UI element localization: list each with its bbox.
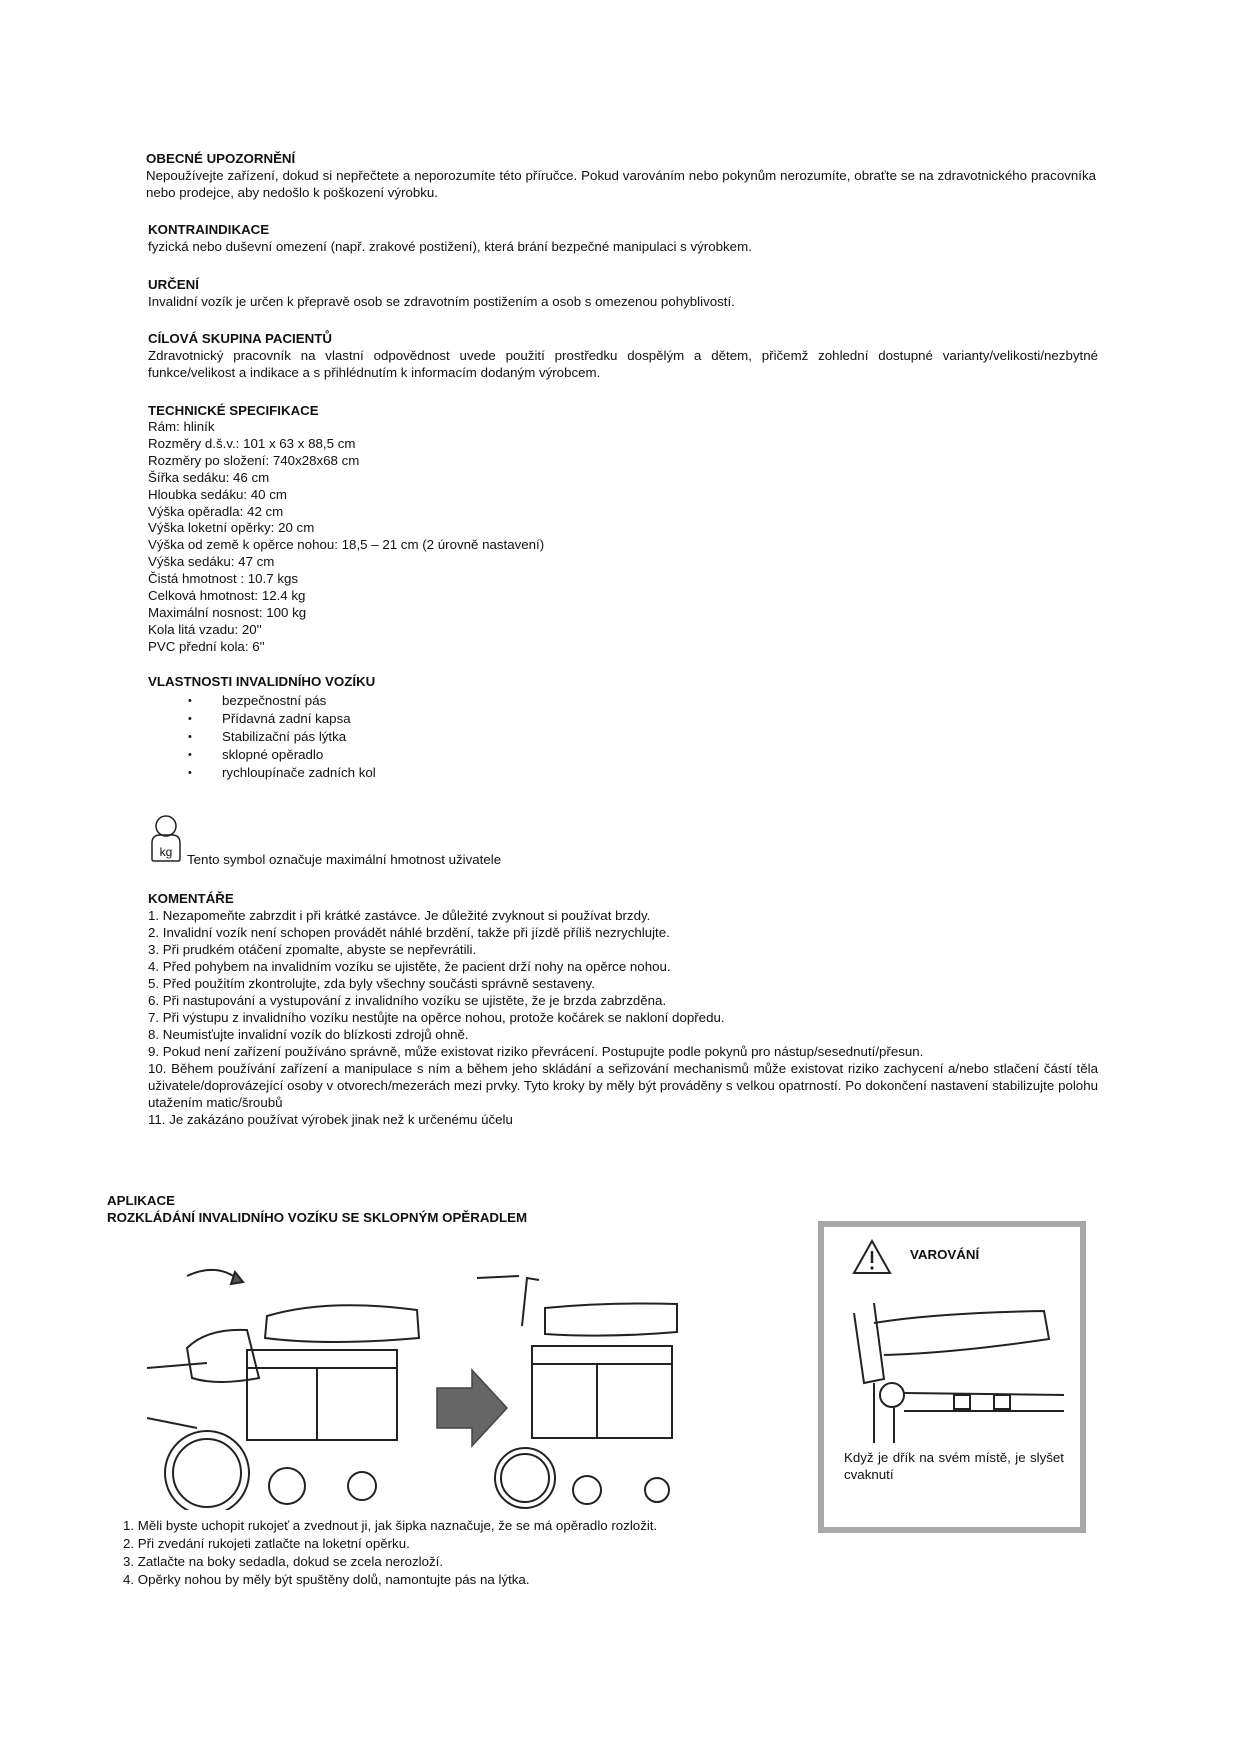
spec-line: Šířka sedáku: 46 cm xyxy=(148,469,270,485)
spec-line: Rozměry po složení: 740x28x68 cm xyxy=(148,452,360,468)
spec-line: Celková hmotnost: 12.4 kg xyxy=(148,588,306,604)
step-item: 3. Zatlačte na boky sedadla, dokud se zcela nerozloží. xyxy=(123,1554,444,1569)
target-group-text: Zdravotnický pracovník na vlastní odpovědnost uvede použití prostředku dospělým a dětem, přičemž zohlední dostupné varianty/velikosti/nezbytné funkce/velikost a indikace a s přihlédnutím k informacím dodaným výrobcem. xyxy=(148,348,1098,380)
list-item: • Stabilizační pás lýtka xyxy=(148,728,848,746)
purpose-text: Invalidní vozík je určen k přepravě osob se zdravotním postižením a osob s omezenou pohyblivostí. xyxy=(148,294,735,309)
application-section xyxy=(107,1192,807,1226)
comment-item: 10. Během používání zařízení a manipulace s ním a během jeho skládání a seřizování mechanismů může existovat riziko zachycení a/nebo stlačení částí těla uživatele/doprovázející osoby v otvorech/mezerách mezi prvky. Tyto kroky by měly být prováděny s velkou opatrností. Po dokončení nastavení stabilizujte polohu utažením matic/šroubů xyxy=(148,1061,1098,1110)
list-item: • sklopné opěradlo xyxy=(148,746,848,764)
comment-item: 3. Při prudkém otáčení zpomalte, abyste se nepřevrátili. xyxy=(148,942,477,957)
general-warning-section xyxy=(146,150,1096,201)
max-weight-icon xyxy=(146,813,186,863)
unfolding-heading: ROZKLÁDÁNÍ INVALIDNÍHO VOZÍKU SE SKLOPNÝM OPĚRADLEM xyxy=(107,1210,528,1225)
comment-item: 2. Invalidní vozík není schopen provádět náhlé brzdění, takže při jízdě příliš nezrychlujte. xyxy=(148,925,670,940)
comment-item: 5. Před použitím zkontrolujte, zda byly všechny součásti správně sestaveny. xyxy=(148,976,595,991)
comment-item: 1. Nezapomeňte zabrzdit i při krátké zastávce. Je důležité zvyknout si používat brzdy. xyxy=(148,908,651,923)
spec-line: Maximální nosnost: 100 kg xyxy=(148,604,307,620)
wheelchair-unfolding-illustration xyxy=(147,1268,687,1510)
specs-heading: TECHNICKÉ SPECIFIKACE xyxy=(148,403,319,418)
purpose-heading: URČENÍ xyxy=(148,277,199,292)
warning-detail-illustration xyxy=(844,1283,1069,1443)
spec-line: Výška opěradla: 42 cm xyxy=(148,503,284,519)
list-item: • Přídavná zadní kapsa xyxy=(148,710,848,728)
spec-line: Kola litá vzadu: 20'' xyxy=(148,621,262,637)
comment-item: 9. Pokud není zařízení používáno správně, může existovat riziko převrácení. Postupujte podle pokynů pro nástup/sesednutí/přesun. xyxy=(148,1044,924,1059)
symbol-description: Tento symbol označuje maximální hmotnost uživatele xyxy=(187,852,502,867)
features-heading: VLASTNOSTI INVALIDNÍHO VOZÍKU xyxy=(148,674,376,689)
comment-item: 11. Je zakázáno používat výrobek jinak než k určenému účelu xyxy=(148,1112,513,1127)
purpose-section xyxy=(148,276,1098,310)
step-item: 2. Při zvedání rukojeti zatlačte na loketní opěrku. xyxy=(123,1536,410,1551)
warning-triangle-icon xyxy=(852,1239,892,1275)
contraindications-heading: KONTRAINDIKACE xyxy=(148,222,270,237)
spec-line: Výška loketní opěrky: 20 cm xyxy=(148,520,315,536)
warning-box xyxy=(818,1221,1086,1533)
spec-line: Rozměry d.š.v.: 101 x 63 x 88,5 cm xyxy=(148,435,356,451)
features-section xyxy=(148,673,848,782)
spec-line: PVC přední kola: 6'' xyxy=(148,638,265,654)
step-item: 4. Opěrky nohou by měly být spuštěny dolů, namontujte pás na lýtka. xyxy=(123,1572,530,1587)
contraindications-text: fyzická nebo duševní omezení (např. zrakové postižení), která brání bezpečné manipulaci s výrobkem. xyxy=(148,239,752,254)
spec-line: Rám: hliník xyxy=(148,419,215,434)
warning-title: VAROVÁNÍ xyxy=(910,1247,980,1262)
step-item: 1. Měli byste uchopit rukojeť a zvednout ji, jak šipka naznačuje, že se má opěradlo rozložit. xyxy=(123,1518,658,1533)
comment-item: 8. Neumisťujte invalidní vozík do blízkosti zdrojů ohně. xyxy=(148,1027,469,1042)
warning-caption: Když je dřík na svém místě, je slyšet cvaknutí xyxy=(844,1450,1064,1482)
application-heading: APLIKACE xyxy=(107,1193,175,1208)
features-list xyxy=(148,692,848,782)
general-warning-heading: OBECNÉ UPOZORNĚNÍ xyxy=(146,151,296,166)
specs-section xyxy=(148,402,848,656)
spec-line: Čistá hmotnost : 10.7 kgs xyxy=(148,571,299,587)
comment-item: 4. Před pohybem na invalidním vozíku se ujistěte, že pacient drží nohy na opěrce nohou. xyxy=(148,959,671,974)
comment-item: 6. Při nastupování a vystupování z invalidního vozíku se ujistěte, že je brzda zabrzděna. xyxy=(148,993,667,1008)
kg-label: kg xyxy=(159,845,173,859)
contraindications-section xyxy=(148,221,1098,255)
comments-heading: KOMENTÁŘE xyxy=(148,891,234,906)
list-item: • rychloupínače zadních kol xyxy=(148,764,848,782)
application-steps xyxy=(123,1517,823,1589)
target-group-heading: CÍLOVÁ SKUPINA PACIENTŮ xyxy=(148,331,332,346)
spec-line: Hloubka sedáku: 40 cm xyxy=(148,486,287,502)
target-group-section xyxy=(148,330,1098,381)
spec-line: Výška od země k opěrce nohou: 18,5 – 21 cm (2 úrovně nastavení) xyxy=(148,537,545,553)
comment-item: 7. Při výstupu z invalidního vozíku nestůjte na opěrce nohou, protože kočárek se nakloní dopředu. xyxy=(148,1010,725,1025)
general-warning-text: Nepoužívejte zařízení, dokud si nepřečtete a neporozumíte této příručce. Pokud varováním nebo pokynům nerozumíte, obraťte se na zdravotnického pracovníka nebo prodejce, aby nedošlo k poškození výrobku. xyxy=(146,168,1096,200)
spec-line: Výška sedáku: 47 cm xyxy=(148,554,275,570)
list-item: • bezpečnostní pás xyxy=(148,692,848,710)
comments-section xyxy=(148,890,1098,1128)
